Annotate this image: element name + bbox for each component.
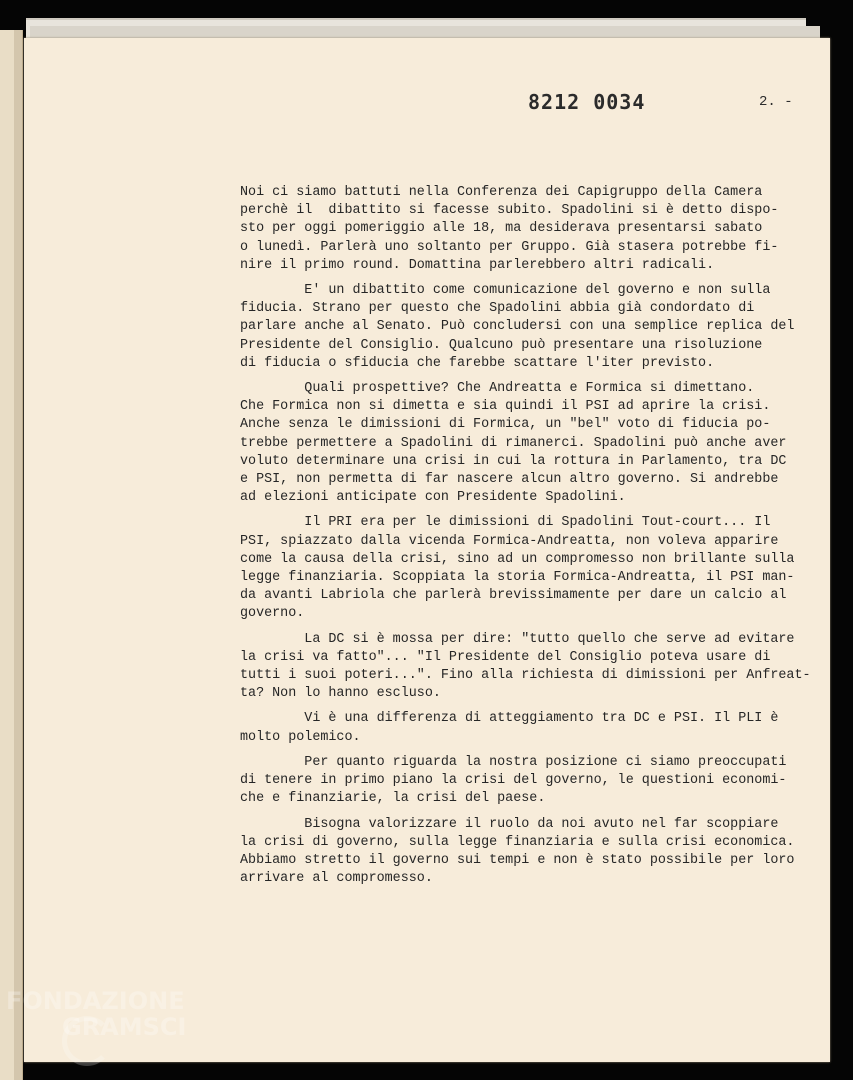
paragraph <box>240 380 800 507</box>
text-line: Anche senza le dimissioni di Formica, un "bel" voto di fiducia po- <box>240 417 771 433</box>
text-line: E' un dibattito come comunicazione del governo e non sulla <box>240 283 771 299</box>
paragraph <box>240 282 800 373</box>
text-line: legge finanziaria. Scoppiata la storia Formica-Andreatta, il PSI man- <box>240 570 795 586</box>
text-line: parlare anche al Senato. Può concludersi con una semplice replica del <box>240 319 795 335</box>
fondazione-gramsci-watermark <box>6 988 186 1040</box>
text-line: Quali prospettive? Che Andreatta e Formica si dimettano. <box>240 381 755 397</box>
text-line: o lunedì. Parlerà uno soltanto per Gruppo. Già stasera potrebbe fi- <box>240 239 779 255</box>
text-line: come la causa della crisi, sino ad un compromesso non brillante sulla <box>240 551 795 567</box>
text-line: e PSI, non permetta di far nascere alcun altro governo. Si andrebbe <box>240 472 779 488</box>
text-line: Abbiamo stretto il governo sui tempi e non è stato possibile per loro <box>240 852 795 868</box>
paragraph <box>240 816 800 889</box>
paragraph <box>240 710 800 746</box>
text-line: nire il primo round. Domattina parlerebbero altri radicali. <box>240 257 715 273</box>
paragraph <box>240 184 800 275</box>
text-line: molto polemico. <box>240 729 361 745</box>
paragraph <box>240 631 811 704</box>
adjacent-page-edge <box>14 30 23 1080</box>
text-line: Noi ci siamo battuti nella Conferenza dei Capigruppo della Camera <box>240 185 763 200</box>
watermark-line-2: GRAMSCI <box>62 1013 187 1041</box>
text-line: da avanti Labriola che parlerà brevissimamente per dare un calcio al <box>240 588 787 604</box>
text-line: PSI, spiazzato dalla vicenda Formica-Andreatta, non voleva apparire <box>240 533 779 549</box>
text-line: che e finanziarie, la crisi del paese. <box>240 791 546 807</box>
document-page <box>24 38 830 1062</box>
watermark-line-1: FONDAZIONE <box>6 987 185 1015</box>
watermark-logo-icon <box>62 1016 112 1066</box>
text-line: Che Formica non si dimetta e sia quindi il PSI ad aprire la crisi. <box>240 399 771 415</box>
text-line: Presidente del Consiglio. Qualcuno può presentare una risoluzione <box>240 337 763 353</box>
paragraph <box>240 514 800 623</box>
text-line: la crisi di governo, sulla legge finanziaria e sulla crisi economica. <box>240 834 795 850</box>
text-line: tutti i suoi poteri...". Fino alla richiesta di dimissioni per Anfreat- <box>240 668 811 684</box>
text-line: di fiducia o sfiducia che farebbe scattare l'iter previsto. <box>240 355 715 371</box>
text-line: ta? Non lo hanno escluso. <box>240 686 441 702</box>
text-line: voluto determinare una crisi in cui la rottura in Parlamento, tra DC <box>240 453 787 469</box>
document-body <box>240 184 811 895</box>
text-line: sto per oggi pomeriggio alle 18, ma desiderava presentarsi sabato <box>240 221 763 237</box>
archive-number: 8212 0034 <box>528 90 646 114</box>
text-line: Per quanto riguarda la nostra posizione ci siamo preoccupati <box>240 754 787 770</box>
text-line: arrivare al compromesso. <box>240 871 433 887</box>
text-line: perchè il dibattito si facesse subito. Spadolini si è detto dispo- <box>240 203 779 219</box>
page-number: 2. - <box>759 94 793 110</box>
text-line: Vi è una differenza di atteggiamento tra DC e PSI. Il PLI è <box>240 711 779 727</box>
text-line: la crisi va fatto"... "Il Presidente del Consiglio poteva usare di <box>240 649 771 665</box>
text-line: Il PRI era per le dimissioni di Spadolini Tout-court... Il <box>240 515 771 531</box>
text-line: di tenere in primo piano la crisi del governo, le questioni economi- <box>240 773 787 789</box>
text-line: trebbe permettere a Spadolini di rimanerci. Spadolini può anche aver <box>240 435 787 451</box>
text-line: Bisogna valorizzare il ruolo da noi avuto nel far scoppiare <box>240 816 779 832</box>
text-line: La DC si è mossa per dire: "tutto quello che serve ad evitare <box>240 631 795 647</box>
paragraph <box>240 754 800 809</box>
text-line: governo. <box>240 606 305 622</box>
text-line: fiducia. Strano per questo che Spadolini abbia già condordato di <box>240 301 755 317</box>
text-line: ad elezioni anticipate con Presidente Spadolini. <box>240 490 626 506</box>
